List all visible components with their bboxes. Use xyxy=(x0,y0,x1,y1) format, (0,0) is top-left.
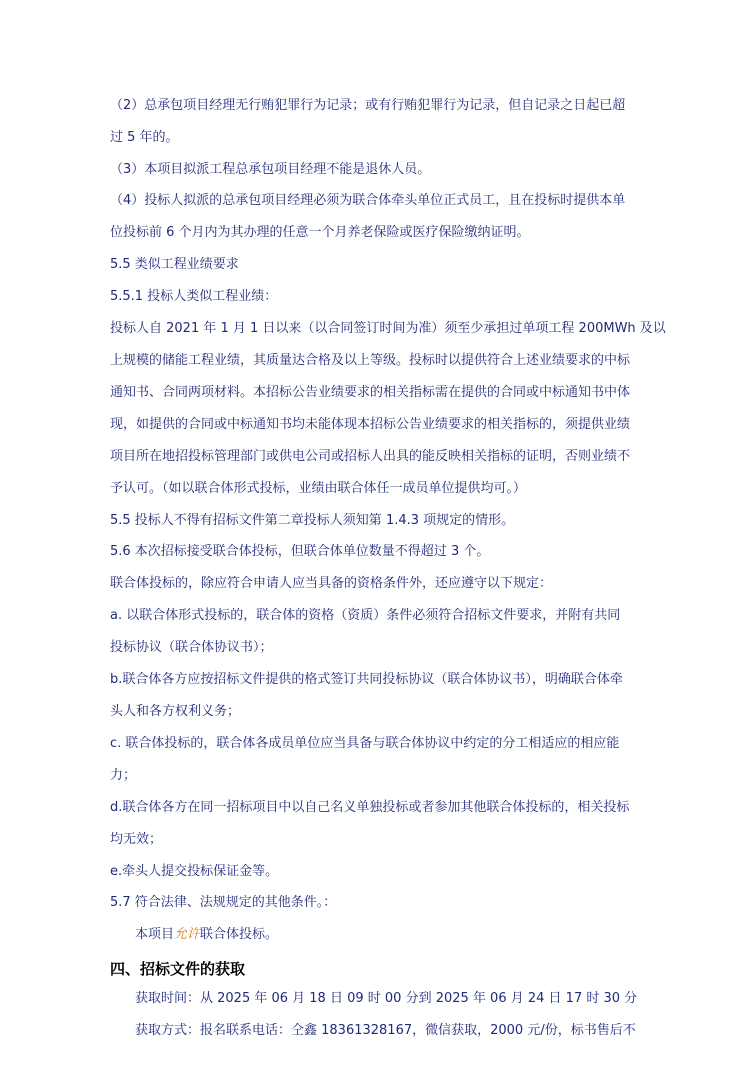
text-line: 5.7 符合法律、法规规定的其他条件。： xyxy=(110,895,337,910)
acquisition-method: 获取方式：报名联系电话：仝鑫 18361328167，微信获取，2000 元/份，标书售后不 xyxy=(135,1023,636,1038)
text-line: 过 5 年的。 xyxy=(110,130,179,145)
text-line: 上规模的储能工程业绩，其质量达合格及以上等级。投标时以提供符合上述业绩要求的中标 xyxy=(110,353,631,368)
text-line: a. 以联合体形式投标的，联合体的资格（资质）条件必须符合招标文件要求，并附有共同 xyxy=(110,608,621,623)
allow-text: 允许 xyxy=(174,927,201,942)
text-line: 通知书、合同两项材料。本招标公告业绩要求的相关指标需在提供的合同或中标通知书中体 xyxy=(110,385,631,400)
section-heading: 四、招标文件的获取 xyxy=(110,960,246,978)
acquisition-time: 获取时间：从 2025 年 06 月 18 日 09 时 00 分到 2025 年 06 月 24 日 17 时 30 分 xyxy=(135,991,638,1006)
text-line: 投标协议（联合体协议书）； xyxy=(110,640,273,655)
text-line: e.牵头人提交投标保证金等。 xyxy=(110,864,279,879)
text-line: 5.6 本次招标接受联合体投标，但联合体单位数量不得超过 3 个。 xyxy=(110,544,490,559)
consortium-line xyxy=(135,927,278,943)
text-line: 位投标前 6 个月内为其办理的任意一个月养老保险或医疗保险缴纳证明。 xyxy=(110,225,530,240)
text-line: 均无效； xyxy=(110,832,163,847)
text-line: （3）本项目拟派工程总承包项目经理不能是退休人员。 xyxy=(110,162,431,177)
text-line: 予认可。（如以联合体形式投标，业绩由联合体任一成员单位提供均可。） xyxy=(110,481,527,496)
text-line: 头人和各方权利义务； xyxy=(110,704,241,719)
text-line: b.联合体各方应按招标文件提供的格式签订共同投标协议（联合体协议书），明确联合体牵 xyxy=(110,672,623,687)
text-line: （4）投标人拟派的总承包项目经理必须为联合体牵头单位正式员工，且在投标时提供本单 xyxy=(110,193,626,208)
text-line: 力； xyxy=(110,768,137,783)
text-fragment: 本项目 xyxy=(135,927,175,942)
text-line: （2）总承包项目经理无行贿犯罪行为记录；或有行贿犯罪行为记录，但自记录之日起已超 xyxy=(110,98,626,113)
text-line: 5.5 投标人不得有招标文件第二章投标人须知第 1.4.3 项规定的情形。 xyxy=(110,513,515,528)
text-line: 5.5.1 投标人类似工程业绩： xyxy=(110,289,278,304)
text-line: 联合体投标的，除应符合申请人应当具备的资格条件外，还应遵守以下规定： xyxy=(110,576,553,591)
text-line: c. 联合体投标的，联合体各成员单位应当具备与联合体协议中约定的分工相适应的相应能 xyxy=(110,736,620,751)
text-line: 投标人自 2021 年 1 月 1 日以来（以合同签订时间为准）须至少承担过单项工程 200MWh 及以 xyxy=(110,321,666,336)
text-line: 5.5 类似工程业绩要求 xyxy=(110,257,239,272)
text-fragment: 联合体投标。 xyxy=(200,927,279,942)
text-line: 项目所在地招投标管理部门或供电公司或招标人出具的能反映相关指标的证明，否则业绩不 xyxy=(110,449,631,464)
text-line: d.联合体各方在同一招标项目中以自己名义单独投标或者参加其他联合体投标的，相关投标 xyxy=(110,800,630,815)
text-line: 现，如提供的合同或中标通知书均未能体现本招标公告业绩要求的相关指标的，须提供业绩 xyxy=(110,417,631,432)
